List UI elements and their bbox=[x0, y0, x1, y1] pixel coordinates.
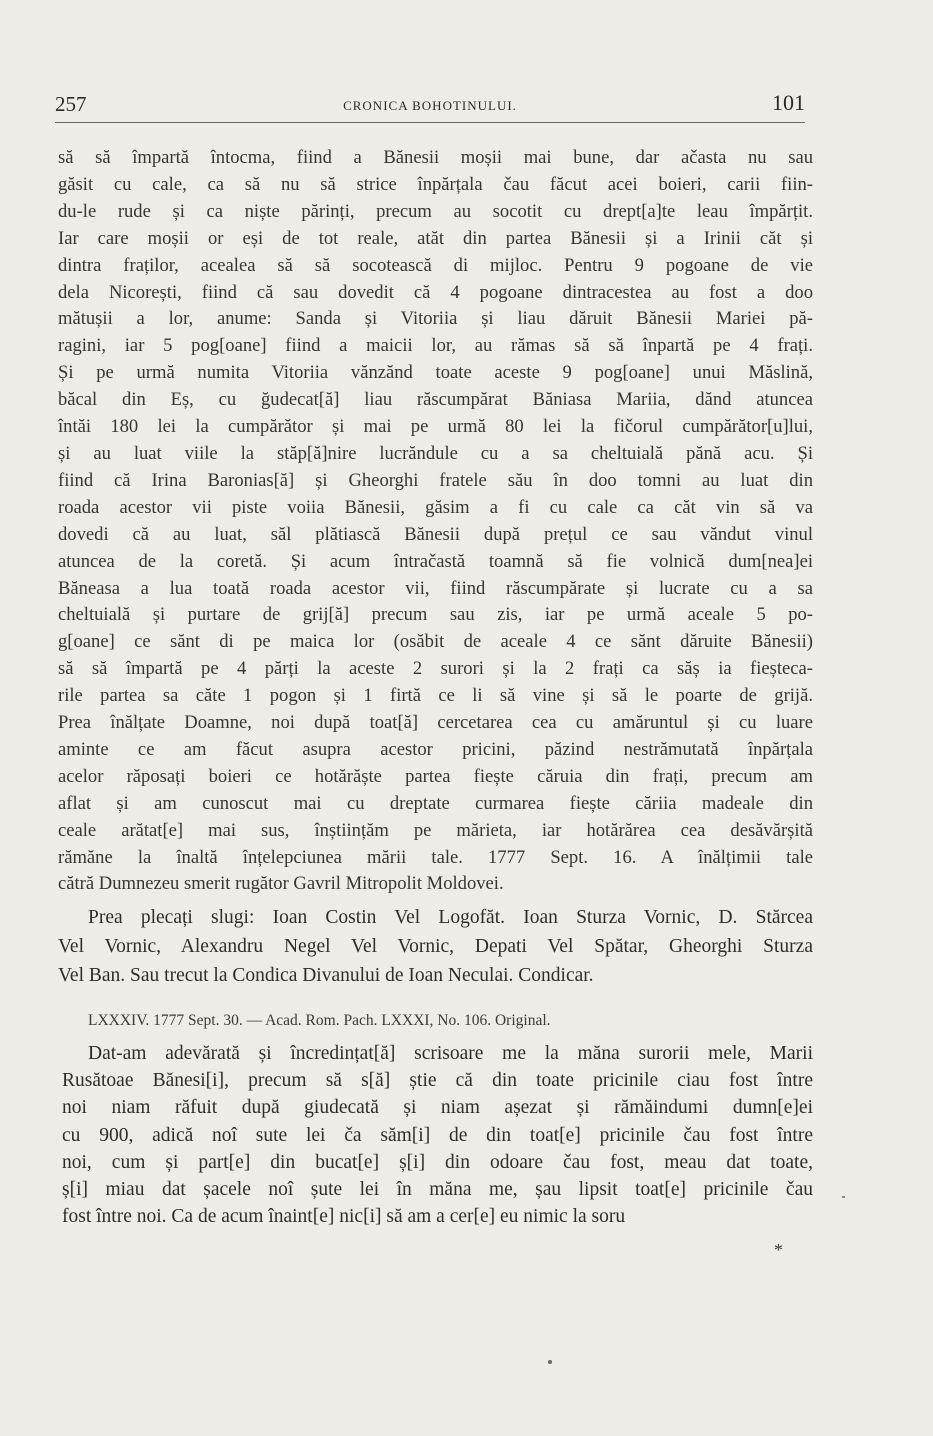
document-body-text bbox=[58, 145, 813, 898]
document-heading: LXXXIV. 1777 Sept. 30. — Acad. Rom. Pach. LXXXI, No. 106. Original. bbox=[88, 1012, 551, 1029]
text-line: băcal din Eș, cu ğudecat[ă] liau răscumpărat Băniasa Mariia, dănd atuncea bbox=[58, 389, 813, 411]
text-line: găsit cu cale, ca să nu să strice înpărțala čau făcut acei boieri, carii fiin- bbox=[58, 173, 813, 195]
footer-asterisk: * bbox=[774, 1240, 783, 1260]
text-line: dela Nicorești, fiind că sau dovedit că 4 pogoane dintracestea au fost a doo bbox=[58, 281, 813, 303]
text-line: Rusătoae Bănesi[i], precum să s[ă] știe că din toate pricinile ciau fost între bbox=[62, 1070, 813, 1092]
header-left-number: 257 bbox=[55, 92, 87, 116]
signature-line: Vel Vornic, Alexandru Negel Vel Vornic, Depati Vel Spătar, Gheorghi Sturza bbox=[58, 936, 813, 957]
text-line: aminte ce am făcut asupra acestor pricini, păzind nestrămutată înpărțala bbox=[58, 738, 813, 760]
text-line: cu 900, adică noî sute lei ča săm[i] de din toat[e] pricinile čau fost între bbox=[62, 1124, 813, 1146]
text-line: atuncea de la coretă. Și acum întračastă toamnă să fie volnică dum[nea]ei bbox=[58, 550, 813, 572]
text-line: rile partea sa căte 1 pogon și 1 firtă ce li să vine și să le poarte de grijă. bbox=[58, 685, 813, 707]
text-line: Dat-am adevărată și încredințat[ă] scrisoare me la măna surorii mele, Marii bbox=[88, 1043, 813, 1064]
text-line: noi, cum și part[e] din bucat[e] ș[i] din odoare čau fost, meau dat toate, bbox=[62, 1151, 813, 1173]
text-line: ș[i] miau dat șacele noî șute lei în măna me, șau lipsit toat[e] pricinile čau bbox=[62, 1179, 813, 1201]
signature-line: Prea plecați slugi: Ioan Costin Vel Logofăt. Ioan Sturza Vornic, D. Stărcea bbox=[88, 907, 813, 928]
text-line: să să împartă întocma, fiind a Bănesii moșii mai bune, dar ačasta nu sau bbox=[58, 147, 813, 168]
text-line: Prea înălțate Doamne, noi după toat[ă] cercetarea cea cu amăruntul și cu luare bbox=[58, 712, 813, 734]
text-line: dintra fraților, acealea să să socotească di mijloc. Pentru 9 pogoane de vie bbox=[58, 254, 813, 276]
text-line: să să împartă pe 4 părți la aceste 2 surori și la 2 frați ca săș ia fieșteca- bbox=[58, 658, 813, 680]
text-line: fost între noi. Ca de acum înaint[e] nic[i] să am a cer[e] eu nimic la soru bbox=[62, 1206, 626, 1228]
text-line: cătră Dumnezeu smerit rugător Gavril Mitropolit Moldovei. bbox=[58, 873, 504, 895]
text-line: și au luat viile la stăp[ă]nire lucrăndule cu a sa cheltuială pănă acu. Și bbox=[58, 442, 813, 464]
text-line: Băneasa a lua toată roada acestor vii, fiind răscumpărate și lucrate cu a sa bbox=[58, 577, 813, 599]
signatories-paragraph bbox=[58, 903, 813, 990]
header-title: CRONICA BOHOTINULUI. bbox=[343, 98, 517, 113]
text-line: dovedi că au luat, săl plătiască Bănesii după prețul ce sau văndut vinul bbox=[58, 523, 813, 545]
text-line: roada acestor vii piste voiia Bănesii, găsim a fi cu cale ca căt vin să va bbox=[58, 496, 813, 518]
text-line: cheltuială și purtare de grij[ă] precum sau zis, iar pe urmă aceale 5 po- bbox=[58, 604, 813, 626]
second-document-text bbox=[62, 1040, 813, 1230]
text-line: g[oane] ce sănt di pe maica lor (osăbit de aceale 4 ce sănt dăruite Bănesii) bbox=[58, 631, 813, 653]
running-header bbox=[55, 88, 805, 123]
text-line: acelor răposați boieri ce hotărăște partea fiește căruia din frați, precum am bbox=[58, 765, 813, 787]
text-line: întăi 180 lei la cumpărător și mai pe urmă 80 lei la fičorul cumpărător[u]lui, bbox=[58, 416, 813, 438]
text-line: Și pe urmă numita Vitoriia vănzănd toate aceste 9 pog[oane] unui Măslină, bbox=[58, 362, 813, 384]
page-speck bbox=[548, 1360, 552, 1364]
text-line: ceale arătat[e] mai sus, înștiințăm pe mărieta, iar hotărărea cea desăvărșită bbox=[58, 819, 813, 841]
text-line: aflat și am cunoscut mai cu dreptate curmarea fiește căriia madeale din bbox=[58, 792, 813, 814]
text-line: rămăne la înaltă înțelepciunea mării tale. 1777 Sept. 16. A înălțimii tale bbox=[58, 846, 813, 868]
text-line: fiind că Irina Baronias[ă] și Gheorghi fratele său în doo tomni au luat din bbox=[58, 469, 813, 491]
text-line: ragini, iar 5 pog[oane] fiind a maicii lor, au rămas să să înpartă pe 4 frați. bbox=[58, 335, 813, 357]
page-number: 101 bbox=[772, 90, 805, 115]
page-mark bbox=[842, 1196, 845, 1198]
text-line: du-le rude și ca niște părinți, precum au socotit cu drept[a]te leau împărțit. bbox=[58, 200, 813, 222]
text-line: noi niam răfuit după giudecată și niam așezat și rămăindumi dumn[e]ei bbox=[62, 1097, 813, 1119]
signature-line: Vel Ban. Sau trecut la Condica Divanului de Ioan Neculai. Condicar. bbox=[58, 965, 594, 986]
text-line: mătușii a lor, anume: Sanda și Vitoriia și liau dăruit Bănesii Mariei pă- bbox=[58, 308, 813, 330]
text-line: Iar care moșii or eși de tot reale, atăt din partea Bănesii și a Irinii căt și bbox=[58, 227, 813, 249]
